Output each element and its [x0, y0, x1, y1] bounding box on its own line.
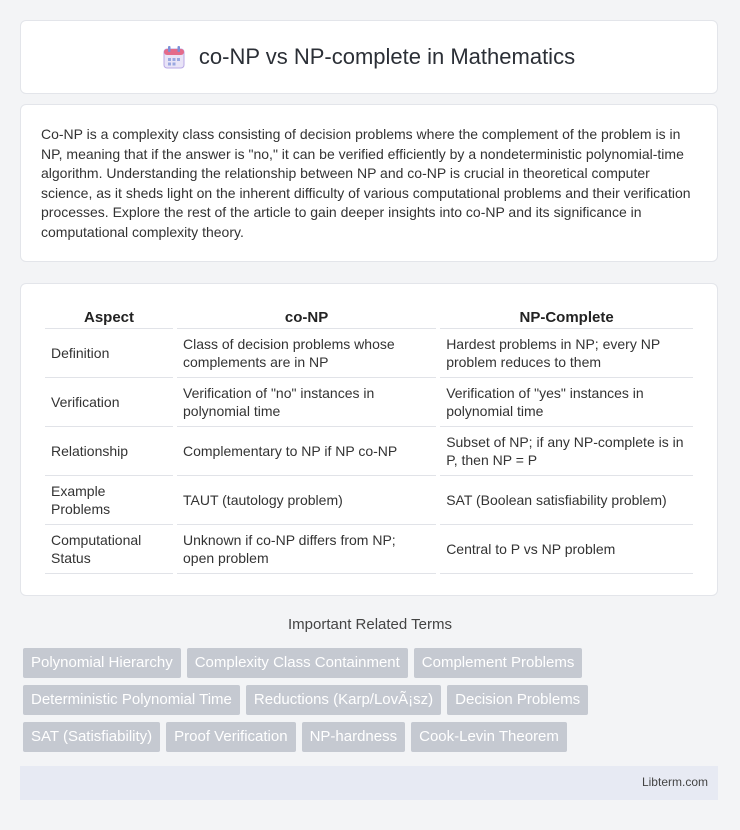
related-terms-list	[23, 648, 723, 759]
tag-complexity-class-containment[interactable]: Complexity Class Containment	[187, 648, 408, 678]
table-row	[45, 329, 693, 378]
tag-proof-verification[interactable]: Proof Verification	[166, 722, 295, 752]
related-terms-title: Important Related Terms	[288, 616, 452, 633]
header-conp: co-NP	[177, 300, 436, 329]
cell-conp: Class of decision problems whose complements are in NP	[177, 329, 436, 378]
table-row	[45, 378, 693, 427]
cell-npcomplete: Central to P vs NP problem	[440, 525, 693, 574]
cell-conp: Complementary to NP if NP co-NP	[177, 427, 436, 476]
page-title: co-NP vs NP-complete in Mathematics	[198, 44, 576, 69]
cell-aspect: Verification	[45, 378, 173, 427]
cell-conp: Unknown if co-NP differs from NP; open problem	[177, 525, 436, 574]
table-row	[45, 476, 693, 525]
table-row	[45, 525, 693, 574]
tag-complement-problems[interactable]: Complement Problems	[414, 648, 583, 678]
tag-sat[interactable]: SAT (Satisfiability)	[23, 722, 160, 752]
header-card	[20, 20, 718, 94]
cell-conp: Verification of "no" instances in polynomial time	[177, 378, 436, 427]
tag-decision-problems[interactable]: Decision Problems	[447, 685, 588, 715]
comparison-table	[41, 300, 697, 574]
cell-aspect: Relationship	[45, 427, 173, 476]
footer-brand[interactable]: Libterm.com	[641, 775, 708, 789]
tag-polynomial-hierarchy[interactable]: Polynomial Hierarchy	[23, 648, 181, 678]
tag-cook-levin-theorem[interactable]: Cook-Levin Theorem	[411, 722, 567, 752]
header-aspect: Aspect	[45, 300, 173, 329]
cell-conp: TAUT (tautology problem)	[177, 476, 436, 525]
tag-reductions[interactable]: Reductions (Karp/LovÃ¡sz)	[246, 685, 441, 715]
cell-aspect: Computational Status	[45, 525, 173, 574]
cell-npcomplete: Subset of NP; if any NP-complete is in P, then NP = P	[440, 427, 693, 476]
header-npcomplete: NP-Complete	[440, 300, 693, 329]
intro-text: Co-NP is a complexity class consisting of decision problems where the complement of the problem is in NP, meaning that if the answer is "no," it can be verified efficiently by a nondeterministic polynomial-time algorithm. Understanding the relationship between NP and co-NP is crucial in theoretical computer science, as it sheds light on the inherent difficulty of various computational problems and their verification processes. Explore the rest of the article to gain deeper insights into co-NP and its significance in computational complexity theory.	[41, 126, 691, 240]
intro-card	[20, 104, 718, 262]
table-header-row	[45, 300, 693, 329]
cell-aspect: Example Problems	[45, 476, 173, 525]
calendar-icon	[163, 45, 185, 69]
cell-npcomplete: Hardest problems in NP; every NP problem reduces to them	[440, 329, 693, 378]
tag-np-hardness[interactable]: NP-hardness	[302, 722, 406, 752]
cell-npcomplete: SAT (Boolean satisfiability problem)	[440, 476, 693, 525]
cell-aspect: Definition	[45, 329, 173, 378]
footer	[20, 766, 718, 800]
cell-npcomplete: Verification of "yes" instances in polynomial time	[440, 378, 693, 427]
tag-deterministic-polynomial-time[interactable]: Deterministic Polynomial Time	[23, 685, 240, 715]
comparison-card	[20, 283, 718, 596]
table-row	[45, 427, 693, 476]
